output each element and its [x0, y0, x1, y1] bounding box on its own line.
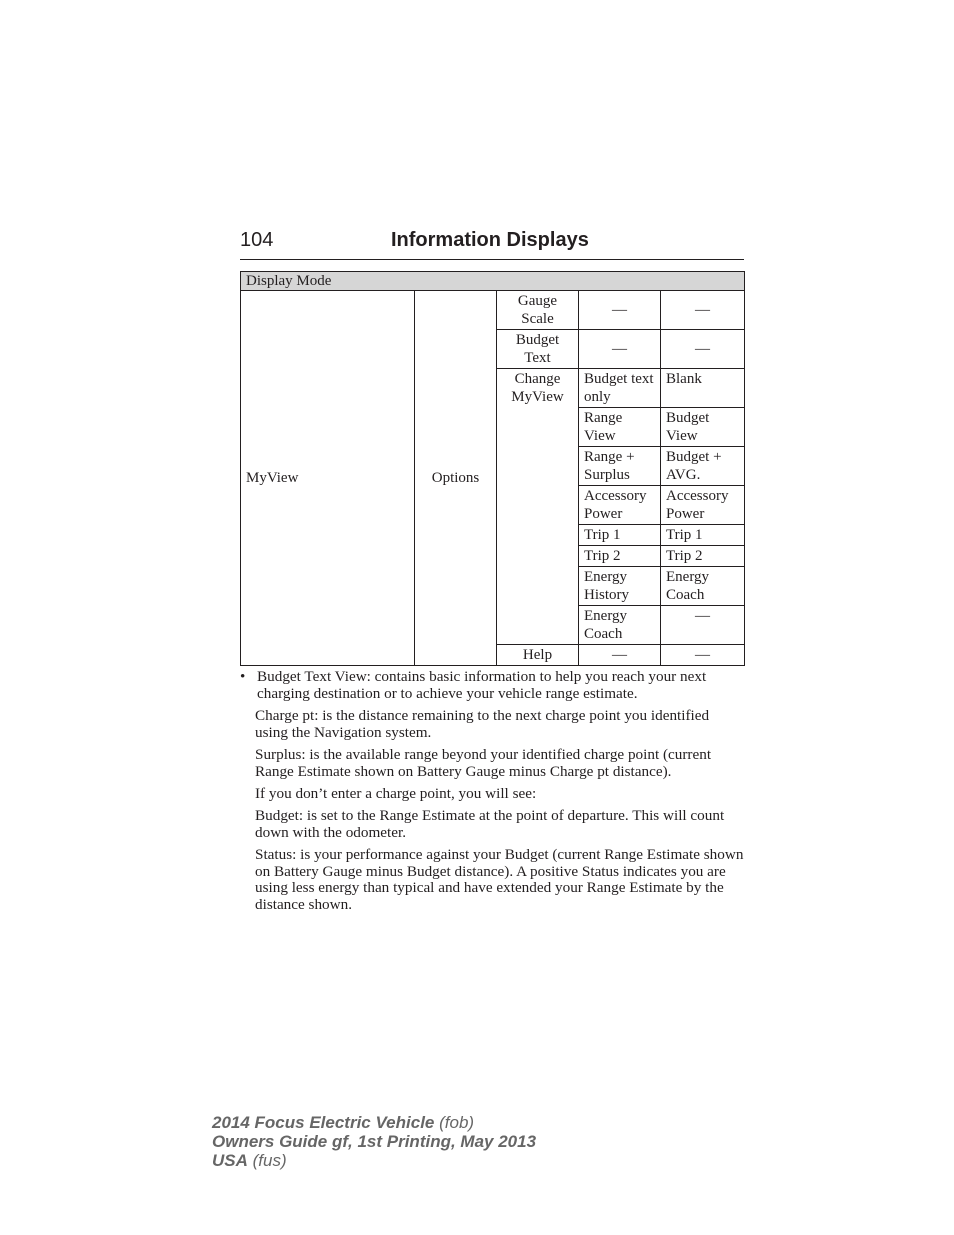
display-mode-table — [240, 271, 745, 666]
option-cell: Range View — [579, 408, 661, 447]
paragraph-charge-pt: Charge pt: is the distance remaining to the next charge point you identified using the Navigation system. — [255, 706, 710, 741]
bullet-text: Budget Text View: contains basic information to help you reach your next charging destination or to achieve your vehicle range estimate. — [257, 668, 707, 702]
body-text — [240, 669, 744, 919]
footer-line-3 — [212, 1151, 536, 1170]
dash-cell: — — [579, 330, 661, 369]
table-row — [241, 291, 745, 330]
header-rule — [240, 259, 744, 260]
dash-cell: — — [661, 291, 745, 330]
footer-line-1 — [212, 1113, 536, 1132]
option-cell: Accessory Power — [579, 486, 661, 525]
bullet-item — [240, 669, 744, 702]
option-cell: Budget View — [661, 408, 745, 447]
mode-cell: MyView — [241, 291, 415, 666]
option-cell: Trip 2 — [579, 546, 661, 567]
budget-text-cell: Budget Text — [497, 330, 579, 369]
footer — [212, 1113, 536, 1170]
dash-cell: — — [579, 291, 661, 330]
paragraph-budget: Budget: is set to the Range Estimate at the point of departure. This will count down with the odometer. — [255, 806, 725, 841]
dash-cell: — — [661, 645, 745, 666]
footer-market: USA — [212, 1151, 248, 1170]
footer-vehicle-code: (fob) — [439, 1113, 475, 1132]
option-cell: Blank — [661, 369, 745, 408]
dash-cell: — — [579, 645, 661, 666]
paragraph-no-charge-point: If you don’t enter a charge point, you will see: — [255, 784, 537, 802]
option-cell: — — [661, 606, 745, 645]
section-title: Information Displays — [391, 229, 589, 251]
table-header-cell: Display Mode — [241, 272, 745, 291]
option-cell: Range + Surplus — [579, 447, 661, 486]
option-cell: Budget + AVG. — [661, 447, 745, 486]
table-header-row — [241, 272, 745, 291]
option-cell: Trip 1 — [579, 525, 661, 546]
page-number: 104 — [240, 229, 274, 251]
option-cell: Accessory Power — [661, 486, 745, 525]
paragraph-status: Status: is your performance against your Budget (current Range Estimate shown on Battery Gauge minus Budget distance). A positive Status indicates you are using less energy than typical and have extended your Range Estimate by the distance shown. — [255, 845, 744, 913]
paragraph-surplus: Surplus: is the available range beyond your identified charge point (current Range Estimate shown on Battery Gauge minus Charge pt distance). — [255, 745, 712, 780]
option-cell: Budget text only — [579, 369, 661, 408]
option-cell: Energy Coach — [579, 606, 661, 645]
gauge-scale-cell: Gauge Scale — [497, 291, 579, 330]
bullet-icon: • — [240, 668, 246, 685]
help-cell: Help — [497, 645, 579, 666]
change-myview-cell: Change MyView — [497, 369, 579, 645]
option-cell: Trip 2 — [661, 546, 745, 567]
footer-line-2 — [212, 1132, 536, 1151]
option-cell: Energy History — [579, 567, 661, 606]
footer-vehicle: 2014 Focus Electric Vehicle — [212, 1113, 435, 1132]
dash-cell: — — [661, 330, 745, 369]
footer-market-code: (fus) — [252, 1151, 287, 1170]
option-cell: Trip 1 — [661, 525, 745, 546]
option-cell: Energy Coach — [661, 567, 745, 606]
menu-cell: Options — [415, 291, 497, 666]
footer-printing: Owners Guide gf, 1st Printing, May 2013 — [212, 1132, 537, 1151]
